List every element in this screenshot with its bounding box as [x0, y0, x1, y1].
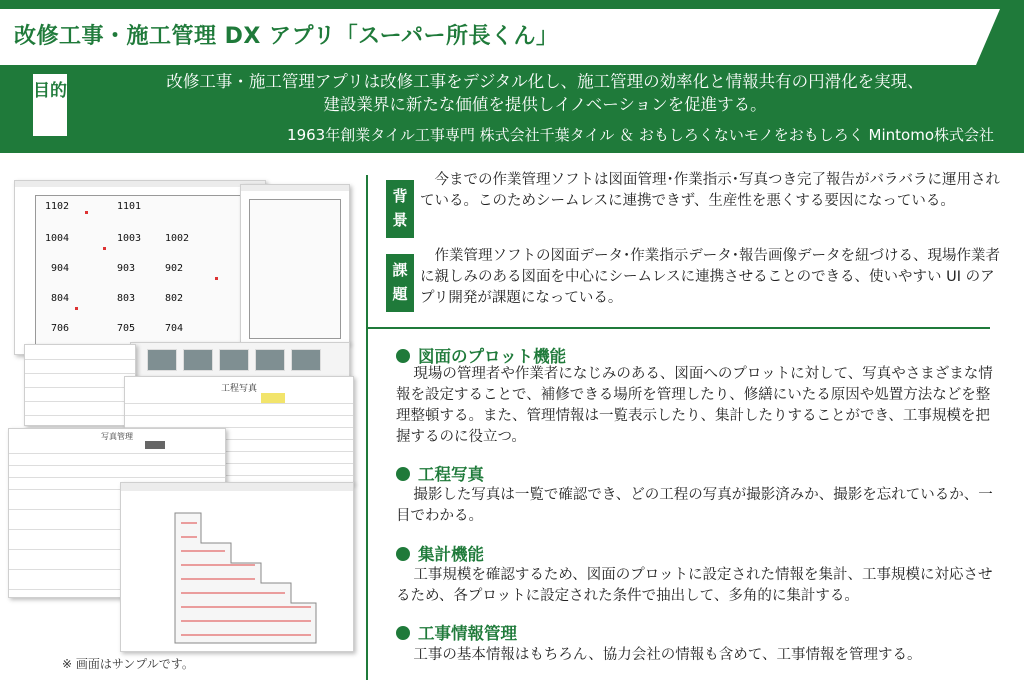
background-text: 今までの作業管理ソフトは図面管理･作業指示･写真つき完了報告がバラバラに運用されている。このためシームレスに連携できず、生産性を悪くする要因になっている。: [420, 172, 1000, 209]
feature-heading: 工程写真: [396, 461, 484, 485]
photo-strip: [130, 342, 350, 378]
issue-text: 作業管理ソフトの図面データ･作業指示データ･報告画像データを紐づける、現場作業者に親しみのある図面を中心にシームレスに連携させることのできる、使いやすい UI のアプリ開発が課題になっている。: [420, 248, 1000, 306]
feature-body: 工事規模を確認するため、図面のプロットに設定された情報を集計、工事規模に対応させるため、各プロットに設定された条件で抽出して、多角的に集計する。: [396, 567, 993, 604]
room-label: 903: [117, 263, 136, 274]
room-label: 904: [51, 263, 70, 274]
floor-plan-screen: [14, 180, 266, 355]
room-label: 1002: [165, 233, 190, 244]
elevation-drawing-screen: [120, 482, 354, 652]
room-label: 902: [165, 263, 184, 274]
feature-heading: 集計機能: [396, 541, 484, 565]
room-label: 803: [117, 293, 136, 304]
bullet-icon: [396, 467, 410, 481]
feature-heading: 図面のプロット機能: [396, 343, 566, 367]
room-label: 704: [165, 323, 184, 334]
feature-body: 工事の基本情報はもちろん、協力会社の情報も含めて、工事情報を管理する。: [413, 647, 922, 663]
purpose-credit: 1963年創業タイル工事専門 株式会社千葉タイル ＆ おもしろくないモノをおもしろく Mintomo株式会社: [287, 126, 994, 144]
vertical-divider: [366, 175, 368, 680]
room-label: 706: [51, 323, 70, 334]
room-label: 1101: [117, 201, 142, 212]
bullet-icon: [396, 626, 410, 640]
list-title: 写真管理: [101, 432, 133, 441]
room-label: 804: [51, 293, 70, 304]
elevation-drawing: [121, 493, 354, 652]
feature-body: 現場の管理者や作業者になじみのある、図面へのプロットに対して、写真やさまざまな情報を設定することで、補修できる場所を管理したり、修繕にいたる原因や処置方法などを整理整頓する。また、管理情報は一覧表示したり、集計したりすることができ、工事規模を把握するのに役立つ。: [396, 366, 993, 445]
bullet-icon: [396, 547, 410, 561]
plot-pin: [103, 247, 106, 250]
background-label: 背景: [386, 180, 414, 238]
horizontal-divider: [366, 327, 990, 329]
issue-label: 課題: [386, 254, 414, 312]
room-label: 1102: [45, 201, 70, 212]
purpose-line: 建設業界に新たな価値を提供しイノベーションを促進する。: [323, 95, 767, 114]
top-accent-bar: [0, 0, 1024, 9]
plot-pin: [75, 307, 78, 310]
room-label: 802: [165, 293, 184, 304]
purpose-line: 改修工事・施工管理アプリは改修工事をデジタル化し、施工管理の効率化と情報共有の円滑化を実現、: [166, 72, 924, 91]
room-label: 1003: [117, 233, 142, 244]
page-title: 改修工事・施工管理 DX アプリ「スーパー所長くん」: [14, 24, 559, 49]
purpose-text: [80, 70, 1010, 116]
table-title: 工程写真: [220, 384, 257, 394]
room-label: 705: [117, 323, 136, 334]
sample-note: ※ 画面はサンプルです。: [62, 657, 194, 671]
room-label: 1004: [45, 233, 70, 244]
feature-body: 撮影した写真は一覧で確認でき、どの工程の写真が撮影済みか、撮影を忘れているか、一目でわかる。: [396, 487, 993, 524]
bullet-icon: [396, 349, 410, 363]
plot-pin: [215, 277, 218, 280]
info-form-screen: [24, 344, 136, 426]
plot-pin: [85, 211, 88, 214]
feature-heading: 工事情報管理: [396, 620, 517, 644]
purpose-label: 目的: [33, 74, 67, 136]
floor-plan-screen-2: [240, 184, 350, 344]
